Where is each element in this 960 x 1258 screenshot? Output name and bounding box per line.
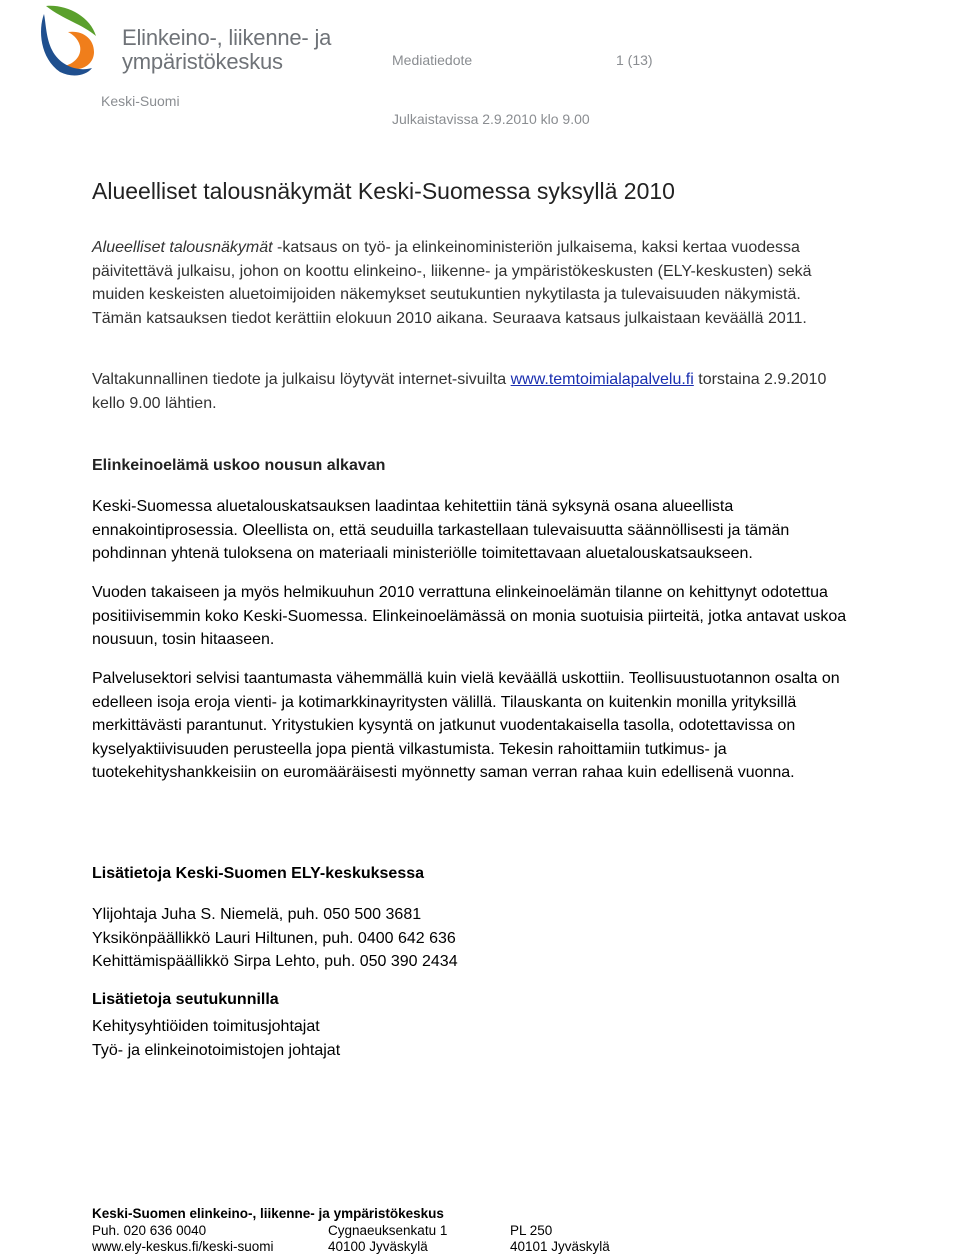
intro-text: -katsaus on työ- ja elinkeinoministeriön julkaisema, kaksi kertaa vuodessa päivitettävä julkaisu, johon on koottu elinkeino-, liikenne- ja ympäristökeskusten (ELY-keskusten) sekä muiden keskeisten aluetoimijoiden näkemykset seutukuntien nykytilasta ja tulevaisuuden näkymistä. Tämän katsauksen tiedot kerättiin elokuun 2010 aikana. Seuraava katsaus julkaistaan keväällä 2011.: [92, 239, 812, 327]
contact-item: Yksikönpäällikkö Lauri Hiltunen, puh. 0400 642 636: [92, 929, 456, 947]
section-heading: Elinkeinoelämä uskoo nousun alkavan: [92, 457, 386, 474]
contacts-heading: Lisätietoja Keski-Suomen ELY-keskuksessa: [92, 865, 425, 882]
doc-type-label: Mediatiedote: [392, 52, 473, 68]
intro-paragraph: [92, 236, 852, 330]
footer-po-box: PL 250: [510, 1222, 553, 1238]
intro-italic: Alueelliset talousnäkymät: [92, 239, 273, 256]
page-title: Alueelliset talousnäkymät Keski-Suomessa syksyllä 2010: [92, 178, 675, 204]
local-contact-item: Kehitysyhtiöiden toimitusjohtajat: [92, 1018, 320, 1035]
contact-item: Kehittämispäällikkö Sirpa Lehto, puh. 050 390 2434: [92, 953, 458, 971]
footer-website: www.ely-keskus.fi/keski-suomi: [92, 1239, 274, 1254]
organization-name: [122, 26, 331, 74]
region-label: Keski-Suomi: [101, 93, 180, 109]
publish-time: Julkaistavissa 2.9.2010 klo 9.00: [392, 111, 590, 127]
footer-org-name: Keski-Suomen elinkeino-, liikenne- ja ympäristökeskus: [92, 1206, 444, 1221]
temtoimialapalvelu-link[interactable]: www.temtoimialapalvelu.fi: [510, 371, 694, 388]
web-notice-after: torstaina 2.9.2010 kello 9.00 lähtien.: [92, 371, 827, 412]
section-paragraph-2: Vuoden takaiseen ja myös helmikuuhun 2010 verrattuna elinkeinoelämän tilanne on kehittynyt odotettua positiivisemmin koko Keski-Suomessa. Elinkeinoelämässä on monia suotuisia piirteitä, jotka antavat uskoa nousuun, tosin hitaaseen.: [92, 584, 847, 649]
web-notice-before: Valtakunnallinen tiedote ja julkaisu löytyvät internet-sivuilta: [92, 371, 511, 388]
local-contacts-heading: Lisätietoja seutukunnilla: [92, 991, 279, 1008]
local-contact-item: Työ- ja elinkeinotoimistojen johtajat: [92, 1041, 341, 1059]
org-name-line2: ympäristökeskus: [122, 49, 283, 74]
logo-orange-shape: [64, 32, 94, 69]
footer-street: Cygnaeuksenkatu 1: [328, 1222, 448, 1238]
local-contacts-list: [92, 1015, 852, 1062]
footer-row-1: [92, 1223, 652, 1240]
footer-po-city: 40101 Jyväskylä: [510, 1239, 610, 1254]
footer-phone: Puh. 020 636 0040: [92, 1222, 207, 1238]
ely-logo-icon: [38, 2, 98, 78]
org-name-line1: Elinkeino-, liikenne- ja: [122, 25, 332, 50]
logo-green-leaf: [46, 6, 96, 36]
web-notice-paragraph: [92, 368, 852, 415]
contact-item: Ylijohtaja Juha S. Niemelä, puh. 050 500 3681: [92, 906, 422, 923]
footer: [92, 1206, 652, 1256]
section-paragraph-1: Keski-Suomessa aluetalouskatsauksen laadintaa kehitettiin tänä syksynä osana alueellista ennakointiprosessia. Oleellista on, että seuduilla tarkastellaan tulevaisuutta säännöllisesti ja tämän pohdinnan yhtenä tuloksena on materiaali ministeriölle toimitettavaan aluetalouskatsaukseen.: [92, 498, 790, 563]
footer-row-2: [92, 1239, 652, 1256]
contacts-list: [92, 903, 852, 974]
section-paragraph-3: Palvelusektori selvisi taantumasta vähemmällä kuin vielä keväällä uskottiin. Teollisuustuotannon osalta on edelleen isoja eroja vienti- ja kotimarkkinayritysten välillä. Tilauskanta on kuitenkin monilla yrityksillä merkittävästi parantunut. Yritystukien kysyntä on jatkunut vuodentakaisella tasolla, odotettavissa on kyselyaktiivisuuden perusteella jopa pientä vilkastumista. Tekesin rahoittamiin tutkimus- ja tuotekehityshankkeisiin on euromääräisesti myönnetty saman verran rahaa kuin edellisenä vuonna.: [92, 670, 840, 782]
page-number: 1 (13): [616, 52, 653, 68]
footer-street-city: 40100 Jyväskylä: [328, 1239, 428, 1254]
